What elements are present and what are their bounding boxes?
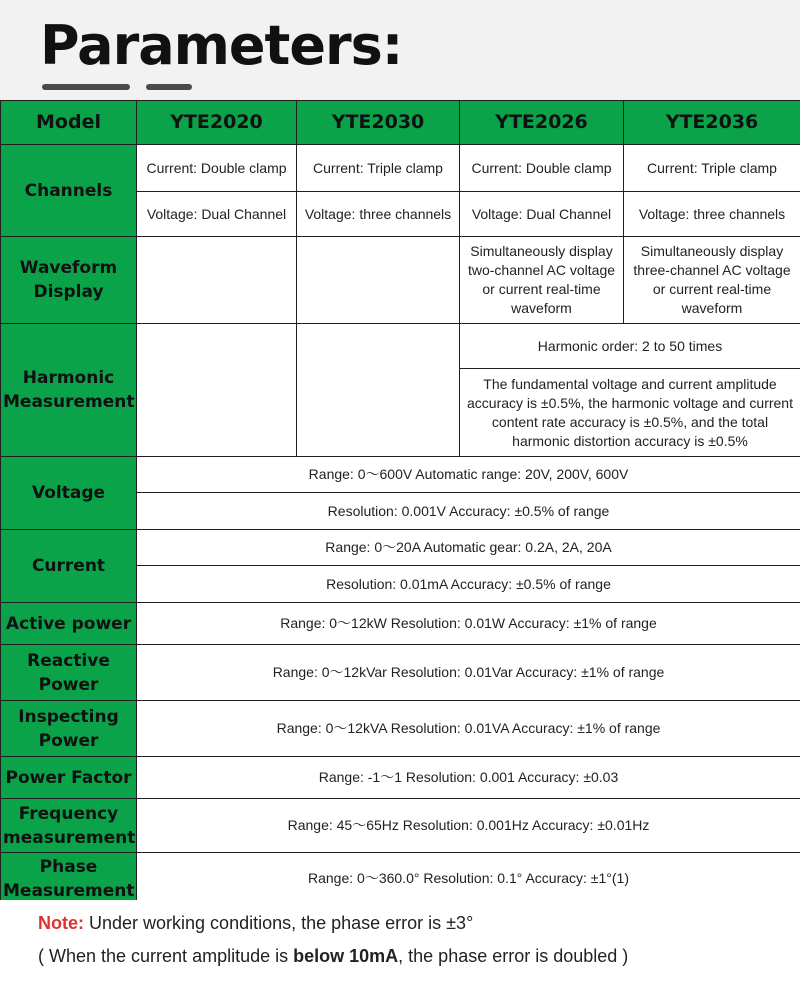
model-yte2030: YTE2030	[297, 101, 460, 145]
note-line-2	[38, 946, 628, 967]
power-factor-label: Power Factor	[1, 757, 137, 799]
power-factor-value: Range: -1～1 Resolution: 0.001 Accuracy: ±0.03	[137, 757, 800, 799]
waveform-label: Waveform Display	[1, 237, 137, 324]
channels-label: Channels	[1, 145, 137, 237]
frequency-row	[1, 799, 800, 853]
model-yte2020: YTE2020	[137, 101, 297, 145]
model-yte2026: YTE2026	[460, 101, 624, 145]
note-line2-bold: below 10mA	[293, 946, 399, 966]
current-resolution: Resolution: 0.01mA Accuracy: ±0.5% of range	[137, 566, 800, 603]
voltage-range: Range: 0～600V Automatic range: 20V, 200V, 600V	[137, 457, 800, 493]
channels-row-current	[1, 145, 800, 192]
phase-label: Phase Measurement	[1, 853, 137, 905]
page-title: Parameters:	[40, 14, 403, 77]
active-power-value: Range: 0～12kW Resolution: 0.01W Accuracy: ±1% of range	[137, 603, 800, 645]
waveform-row	[1, 237, 800, 324]
current-row-range	[1, 530, 800, 566]
title-underline-short	[146, 84, 192, 90]
channels-current-yte2020: Current: Double clamp	[137, 145, 297, 192]
harmonic-row-order	[1, 324, 800, 369]
waveform-yte2036: Simultaneously display three-channel AC voltage or current real-time waveform	[624, 237, 800, 324]
channels-current-yte2030: Current: Triple clamp	[297, 145, 460, 192]
title-underline	[42, 84, 130, 90]
note-line2-pre: ( When the current amplitude is	[38, 946, 294, 966]
active-power-row	[1, 603, 800, 645]
model-header: Model	[1, 101, 137, 145]
channels-current-yte2036: Current: Triple clamp	[624, 145, 800, 192]
voltage-resolution: Resolution: 0.001V Accuracy: ±0.5% of range	[137, 493, 800, 530]
waveform-yte2026: Simultaneously display two-channel AC voltage or current real-time waveform	[460, 237, 624, 324]
active-power-label: Active power	[1, 603, 137, 645]
harmonic-yte2030	[297, 324, 460, 457]
channels-current-yte2026: Current: Double clamp	[460, 145, 624, 192]
current-range: Range: 0～20A Automatic gear: 0.2A, 2A, 20A	[137, 530, 800, 566]
voltage-row-range	[1, 457, 800, 493]
model-yte2036: YTE2036	[624, 101, 800, 145]
note-text: Under working conditions, the phase error is ±3°	[84, 913, 474, 933]
waveform-yte2020	[137, 237, 297, 324]
current-label: Current	[1, 530, 137, 603]
note-label: Note:	[38, 913, 84, 933]
channels-voltage-yte2036: Voltage: three channels	[624, 192, 800, 237]
voltage-label: Voltage	[1, 457, 137, 530]
frequency-label: Frequency measurement	[1, 799, 137, 853]
harmonic-accuracy: The fundamental voltage and current amplitude accuracy is ±0.5%, the harmonic voltage and current content rate accuracy is ±0.5%, and the total harmonic distortion accuracy is ±0.5%	[460, 369, 800, 457]
inspecting-power-row	[1, 701, 800, 757]
harmonic-label: Harmonic Measurement	[1, 324, 137, 457]
waveform-yte2030	[297, 237, 460, 324]
header-row	[1, 101, 800, 145]
inspecting-power-value: Range: 0～12kVA Resolution: 0.01VA Accuracy: ±1% of range	[137, 701, 800, 757]
reactive-power-label: Reactive Power	[1, 645, 137, 701]
power-factor-row	[1, 757, 800, 799]
harmonic-order: Harmonic order: 2 to 50 times	[460, 324, 800, 369]
frequency-value: Range: 45～65Hz Resolution: 0.001Hz Accuracy: ±0.01Hz	[137, 799, 800, 853]
channels-voltage-yte2026: Voltage: Dual Channel	[460, 192, 624, 237]
inspecting-power-label: Inspecting Power	[1, 701, 137, 757]
channels-voltage-yte2020: Voltage: Dual Channel	[137, 192, 297, 237]
reactive-power-row	[1, 645, 800, 701]
parameters-table	[0, 100, 800, 905]
phase-value: Range: 0～360.0° Resolution: 0.1° Accuracy: ±1°(1)	[137, 853, 800, 905]
harmonic-yte2020	[137, 324, 297, 457]
note-line-1	[38, 913, 473, 934]
channels-voltage-yte2030: Voltage: three channels	[297, 192, 460, 237]
note-line2-post: , the phase error is doubled )	[398, 946, 629, 966]
phase-row	[1, 853, 800, 905]
reactive-power-value: Range: 0～12kVar Resolution: 0.01Var Accuracy: ±1% of range	[137, 645, 800, 701]
